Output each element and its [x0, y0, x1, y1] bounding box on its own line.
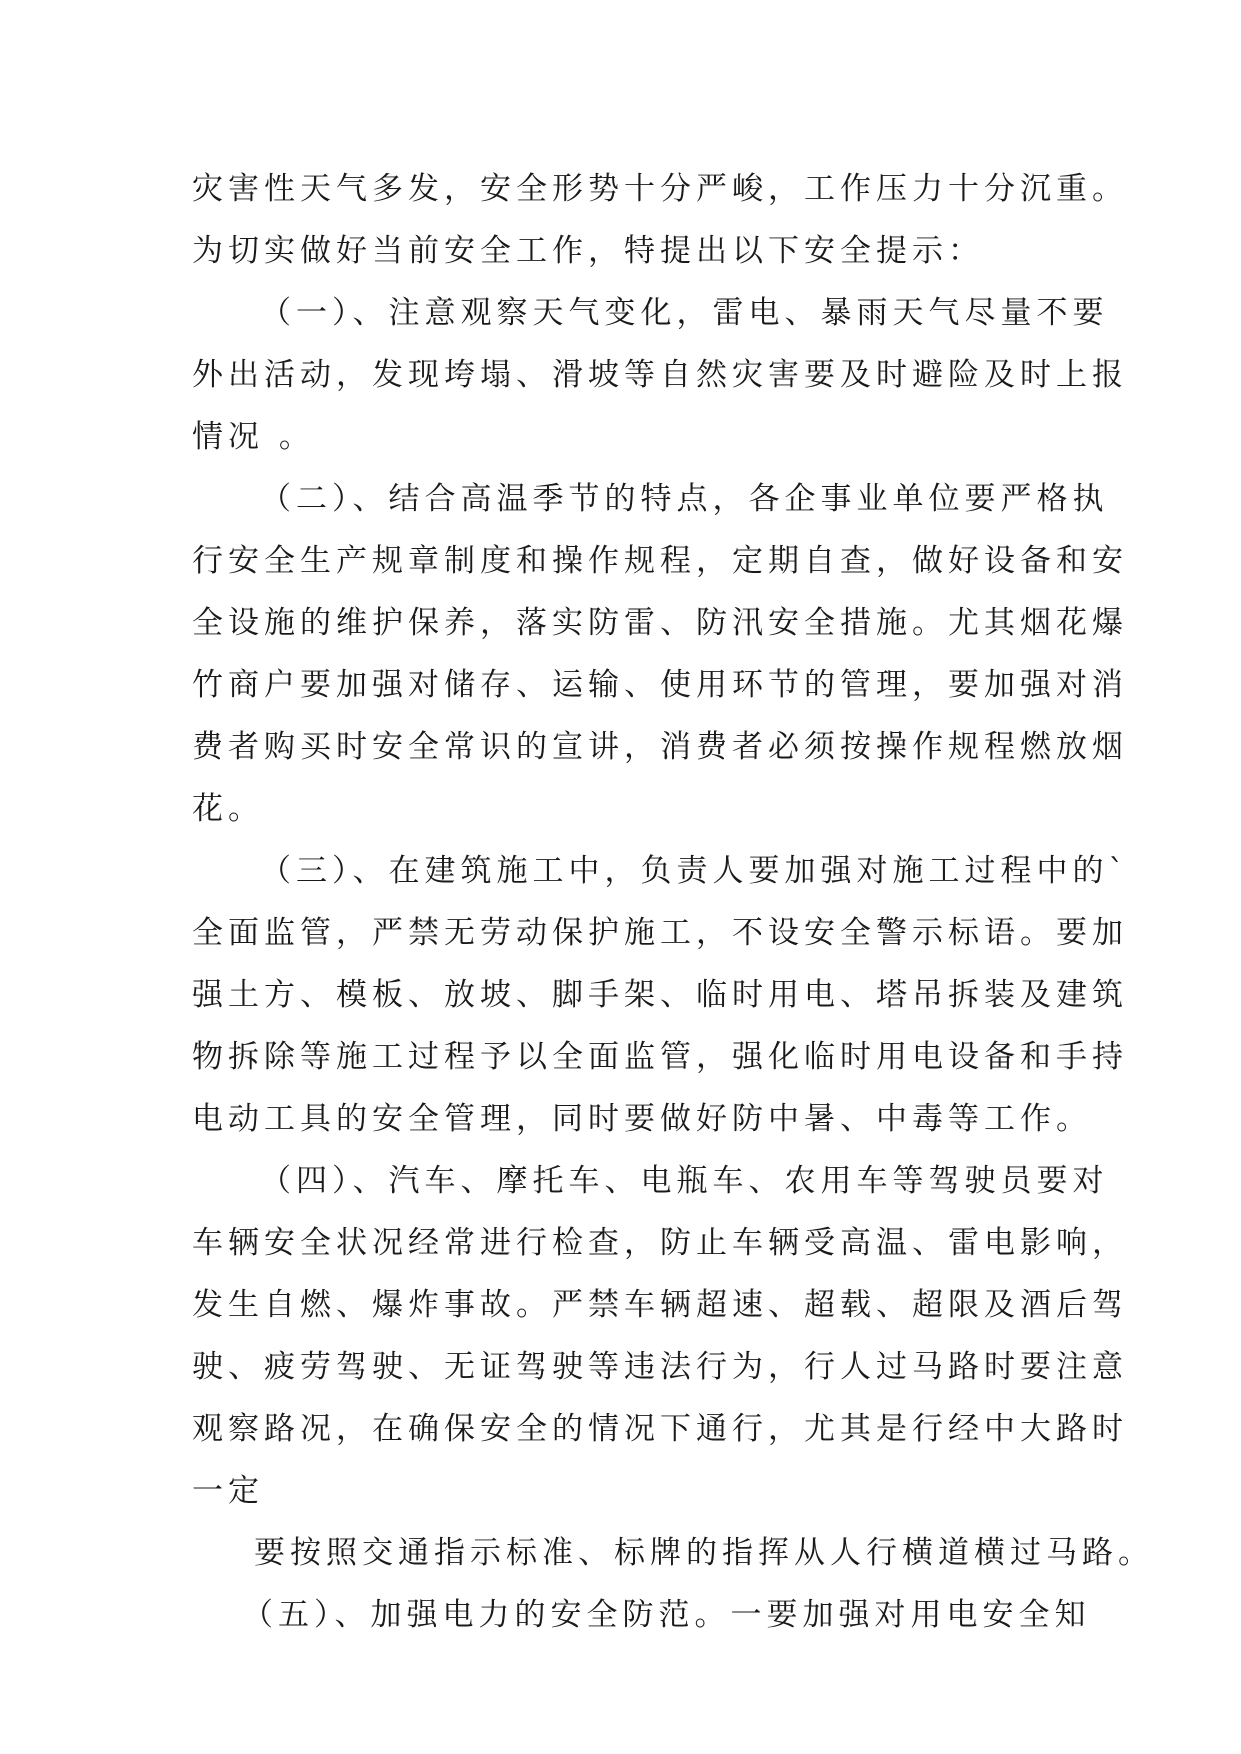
section-3-heading-line: （三）、在建筑施工中，负责人要加强对施工过程中的` — [260, 853, 1129, 889]
text-line: 行安全生产规章制度和操作规程，定期自查，做好设备和安 — [192, 543, 1128, 579]
text-line: 花。 — [192, 791, 264, 827]
text-line: 情况 。 — [192, 419, 315, 455]
text-line: 物拆除等施工过程予以全面监管，强化临时用电设备和手持 — [192, 1039, 1128, 1075]
section-2-heading-line: （二）、结合高温季节的特点，各企事业单位要严格执 — [260, 481, 1109, 517]
text-line: 电动工具的安全管理，同时要做好防中暑、中毒等工作。 — [192, 1101, 1092, 1137]
text-line: 为切实做好当前安全工作，特提出以下安全提示： — [192, 233, 984, 269]
text-line: 车辆安全状况经常进行检查，防止车辆受高温、雷电影响， — [192, 1225, 1128, 1261]
text-line: 要按照交通指示标准、标牌的指挥从人行横道横过马路。 — [254, 1535, 1154, 1571]
text-line: 全面监管，严禁无劳动保护施工，不设安全警示标语。要加 — [192, 915, 1128, 951]
text-line: 观察路况，在确保安全的情况下通行，尤其是行经中大路时 — [192, 1411, 1128, 1447]
text-line: 外出活动，发现垮塌、滑坡等自然灾害要及时避险及时上报 — [192, 357, 1128, 393]
section-4-heading-line: （四）、汽车、摩托车、电瓶车、农用车等驾驶员要对 — [260, 1163, 1109, 1199]
text-line: 费者购买时安全常识的宣讲，消费者必须按操作规程燃放烟 — [192, 729, 1128, 765]
text-line: 灾害性天气多发，安全形势十分严峻，工作压力十分沉重。 — [192, 171, 1128, 207]
text-line: 全设施的维护保养，落实防雷、防汛安全措施。尤其烟花爆 — [192, 605, 1128, 641]
section-5-heading-line: （五）、加强电力的安全防范。一要加强对用电安全知 — [242, 1597, 1091, 1633]
text-line: 发生自燃、爆炸事故。严禁车辆超速、超载、超限及酒后驾 — [192, 1287, 1128, 1323]
section-1-heading-line: （一）、注意观察天气变化，雷电、暴雨天气尽量不要 — [260, 295, 1109, 331]
text-line: 驶、疲劳驾驶、无证驾驶等违法行为，行人过马路时要注意 — [192, 1349, 1128, 1385]
text-line: 竹商户要加强对储存、运输、使用环节的管理，要加强对消 — [192, 667, 1128, 703]
text-line: 强土方、模板、放坡、脚手架、临时用电、塔吊拆装及建筑 — [192, 977, 1128, 1013]
text-line: 一定 — [192, 1473, 264, 1509]
document-body — [192, 158, 1154, 1646]
